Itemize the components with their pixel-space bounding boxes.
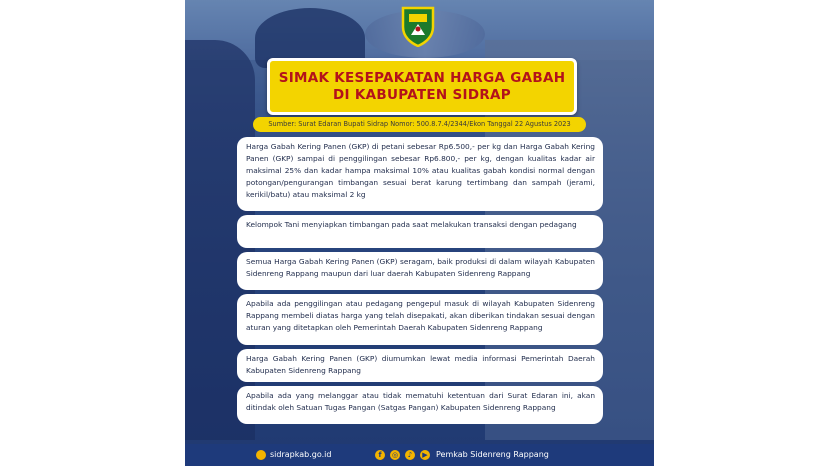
title-line-2: DI KABUPATEN SIDRAP — [333, 86, 511, 103]
youtube-icon[interactable]: ▶ — [420, 450, 430, 460]
title-banner — [267, 58, 577, 115]
list-item: Harga Gabah Kering Panen (GKP) di petani sebesar Rp6.500,- per kg dan Harga Gabah Kering Panen (GKP) sampai di penggilingan sebesar Rp6.800,- per kg, dengan kualitas kadar air maksimal 25% dan kadar hampa maksimal 10% atau kualitas gabah kondisi normal dengan potongan/pengurangan timbangan sesuai berat karung tertimbang dan sampah (jerami, kerikil/batu) atau maksimal 2 kg — [237, 137, 603, 211]
title-line-1: SIMAK KESEPAKATAN HARGA GABAH — [278, 69, 566, 86]
footer-bar — [185, 444, 654, 466]
website-link[interactable]: sidrapkab.go.id — [270, 450, 332, 459]
list-item: Harga Gabah Kering Panen (GKP) diumumkan lewat media informasi Pemerintah Daerah Kabupaten Sidenreng Rappang — [237, 349, 603, 382]
instagram-icon[interactable]: ◎ — [391, 451, 399, 459]
list-item: Apabila ada yang melanggar atau tidak mematuhi ketentuan dari Surat Edaran ini, akan ditindak oleh Satuan Tugas Pangan (Satgas Pangan) Kabupaten Sidenreng Rappang — [237, 386, 603, 424]
tiktok-icon[interactable]: ♪ — [405, 450, 415, 460]
list-item: Semua Harga Gabah Kering Panen (GKP) seragam, baik produksi di dalam wilayah Kabupaten Sidenreng Rappang maupun dari luar daerah Kabupaten Sidenreng Rappang — [237, 252, 603, 290]
facebook-icon[interactable]: f — [375, 450, 385, 460]
social-handle: Pemkab Sidenreng Rappang — [436, 450, 549, 459]
list-item: Apabila ada penggilingan atau pedagang pengepul masuk di wilayah Kabupaten Sidenreng Rappang membeli diatas harga yang telah disepakati, akan diberikan tindakan sesuai dengan aturan yang ditetapkan oleh Pemerintah Daerah Kabupaten Sidenreng Rappang — [237, 294, 603, 345]
regency-emblem-icon — [399, 5, 437, 47]
poster — [185, 0, 654, 466]
globe-icon — [256, 450, 266, 460]
list-item: Kelompok Tani menyiapkan timbangan pada saat melakukan transaksi dengan pedagang — [237, 215, 603, 248]
source-note: Sumber: Surat Edaran Bupati Sidrap Nomor: 500.8.7.4/2344/Ekon Tanggal 22 Agustus 2023 — [253, 117, 586, 132]
